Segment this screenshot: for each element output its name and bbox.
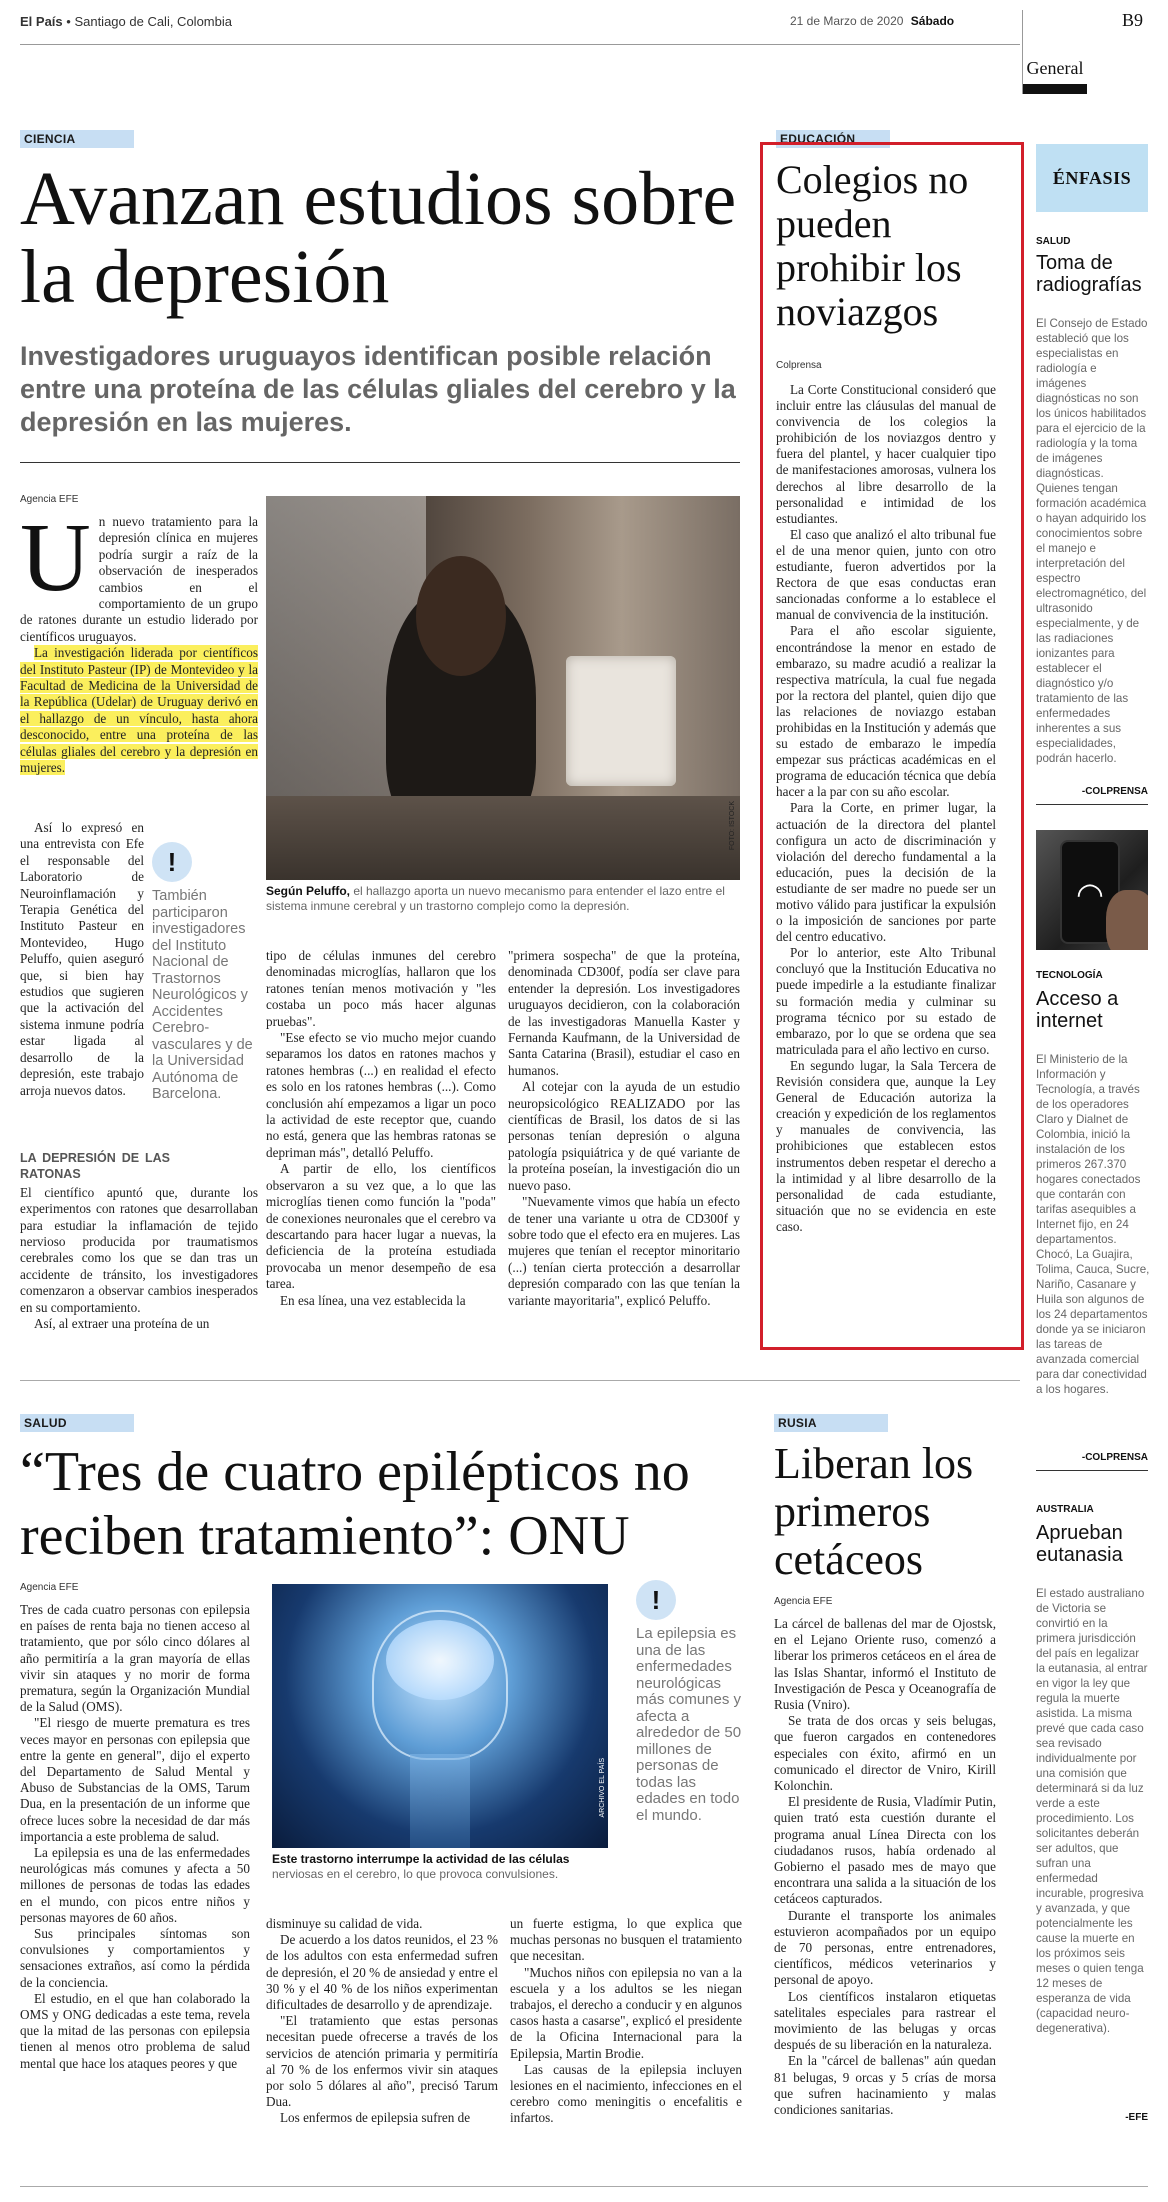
enfasis-src-2: -COLPRENSA — [1081, 1452, 1148, 1463]
enfasis-title: ÉNFASIS — [1052, 167, 1132, 188]
ciencia-c3-p2: Al cotejar con la ayuda de un estudio neuropsicológico REALIZADO por las científicas de Brasil, los datos de si las personas tenían depresión o alguna patología psiquiátrica y de qué variante de la proteína poseían, la investigación dio un nuevo paso. — [508, 1079, 740, 1193]
mid-rule — [20, 1380, 1020, 1381]
ciencia-col-1 — [20, 504, 258, 777]
salud-c2-p2: De acuerdo a los datos reunidos, el 23 % de los adultos con esta enfermedad sufren de depresión, el 20 % de ansiedad y entre el 30 % y el 40 % de los niños experimentan dificultades de desarrollo y de aprendizaje. — [266, 1932, 498, 2013]
ciencia-col-1b — [20, 820, 144, 1099]
salud-p1: Tres de cada cuatro personas con epilepsia en países de renta baja no tienen acceso al tratamiento, que por sólo cinco dólares al año permitiría a la gran mayoría de ellas vivir sin ataques y no morir de forma prematura, según la Organización Mundial de la Salud (OMS). — [20, 1602, 250, 1715]
salud-caption-bold: Este trastorno interrumpe la actividad de las células — [272, 1852, 570, 1866]
enfasis-title-2: Acceso a internet — [1036, 988, 1119, 1032]
woman-hair — [416, 556, 506, 676]
enfasis-body-1: El Consejo de Estado estableció que los especialistas en radiología e imágenes diagnósticas no son los únicos habilitados para el ejercicio de la radiología y la toma de imágenes diagnósticas. Quienes tengan formación académica o hayan adquirido los conocimientos sobre el manejo e interpretación del espectro electromagnético, del ultrasonido especialmente, y de las radiaciones ionizantes para establecer el diagnóstico y/o tratamiento de las enfermedades inherentes a sus especialidades, podrán hacerlo. — [1036, 317, 1148, 765]
enfasis-title-1: Toma de radiografías — [1036, 252, 1142, 296]
rusia-byline: Agencia EFE — [774, 1596, 833, 1607]
salud-tag: SALUD — [20, 1414, 134, 1432]
enfasis-rule-1 — [1036, 804, 1148, 805]
educacion-p6: En segundo lugar, la Sala Tercera de Revisión considera que, aunque la Ley General de Educación autoriza la creación y expedición de los reglamentos y manuales de convivencia, las prohibiciones que establecen estos instrumentos deben respetar el derecho a la intimidad y al libre desarrollo de la personalidad de cada estudiante, situación que no se evidencia en este caso. — [776, 1057, 996, 1234]
ciencia-caption-bold: Según Peluffo, — [266, 884, 350, 898]
city-name: Santiago de Cali, Colombia — [74, 14, 232, 29]
salud-p4: Sus principales síntomas son convulsiones y comportamientos y sensaciones extraños, así como la pérdida de la conciencia. — [20, 1926, 250, 1990]
salud-photo — [272, 1584, 608, 1848]
enfasis-cat-2: TECNOLOGÍA — [1036, 970, 1103, 981]
exclamation-icon: ! — [636, 1580, 676, 1620]
weekday: Sábado — [910, 14, 955, 28]
educacion-byline: Colprensa — [776, 360, 822, 371]
salud-c2-p4: Los enfermos de epilepsia sufren de — [280, 2110, 471, 2126]
rusia-p4: Durante el transporte los animales estuvieron acompañados por un equipo de 70 personas, entre entrenadores, científicos, médicos veterinarios y personal de apoyo. — [774, 1907, 996, 1988]
rusia-tag: RUSIA — [774, 1414, 888, 1432]
educacion-p1: La Corte Constitucional consideró que incluir entre las cláusulas del manual de convivencia de los colegios la prohibición de los noviazgos dentro y fuera del plantel, y hacer cualquier tipo de manifestaciones amorosas, vulnera los derechos al libre desarrollo de la personalidad e intimidad de los estudiantes. — [776, 382, 996, 526]
enfasis-rule-2 — [1036, 1470, 1148, 1471]
salud-quote — [636, 1580, 748, 1824]
enfasis-src-3: -EFE — [1125, 2112, 1148, 2123]
salud-c3-p3: Las causas de la epilepsia incluyen lesiones en el nacimiento, infecciones en el cerebro como meningitis o encefalitis e infartos. — [510, 2061, 742, 2126]
page-number: B9 — [1122, 10, 1144, 30]
salud-caption — [272, 1852, 612, 1882]
educacion-tag: EDUCACIÓN — [776, 130, 890, 148]
date-line — [790, 14, 954, 28]
ciencia-subhead: LA DEPRESIÓN DE LAS RATONAS — [20, 1151, 170, 1182]
salud-byline: Agencia EFE — [20, 1582, 79, 1593]
masthead: El País • Santiago de Cali, Colombia — [20, 14, 232, 29]
ciencia-photo — [266, 496, 740, 880]
salud-col-3 — [510, 1916, 742, 2127]
footer-rule — [20, 2186, 1148, 2187]
ciencia-p3: Así lo expresó en una entrevista con Efe el responsable del Laboratorio de Neuroinflamación y Terapia Genética del Instituto Pasteur en Montevideo, Hugo Peluffo, quien aseguró que, si bien hay estudios que sugieren que la activación del sistema inmune podría estar ligada al desarrollo de la depresión, este trabajo arroja nuevos datos. — [20, 820, 144, 1098]
ciencia-col-1c — [20, 1150, 258, 1332]
wifi-icon: ◠ — [1076, 875, 1104, 913]
ciencia-rule — [20, 462, 740, 463]
date: 21 de Marzo de 2020 — [790, 14, 904, 28]
section-bar — [1023, 84, 1087, 94]
neck-shape — [410, 1754, 470, 1848]
educacion-p2: El caso que analizó el alto tribunal fue el de una menor quien, junto con otro estudiante, fueron advertidos por la Rectora de que esas conductas eran sancionadas conforme a lo establece el manual de convivencia de la institución. — [776, 526, 996, 623]
ciencia-p1: n nuevo tratamiento para la depresión clínica en mujeres podría surgir a raíz de la observación de inesperados cambios en el comportamiento de un grupo de ratones durante un estudio liderado por científicos uruguayos. — [20, 514, 258, 644]
rusia-p6: En la "cárcel de ballenas" aún quedan 81 belugas, 9 orcas y 5 crías de morsa que sufren hacinamiento y malas condiciones sanitarias. — [774, 2053, 996, 2118]
salud-p2: "El riesgo de muerte prematura es tres veces mayor en personas con epilepsia que entre la gente en general", dijo el experto del Departamento de Salud Mental y Abuso de Substancias de la OMS, Tarum Dua, en la presentación de un informe que ofrece luces sobre la necesidad de dar más importancia a este problema de salud. — [20, 1715, 250, 1844]
rusia-headline: Liberan los primeros cetáceos — [774, 1439, 974, 1584]
ciencia-photo-credit: FOTO: ISTOCK — [729, 800, 736, 850]
ciencia-byline: Agencia EFE — [20, 494, 79, 505]
ciencia-c3-p1: "primera sospecha" de que la proteína, denominada CD300f, podía ser clave para entender la depresión. Los investigadores uruguayos decidieron, con la colaboración de las investigadoras Manuella Kaster y Fernanda Kaufmann, de la Universidad de Santa Catarina (Brasil), estudiar el caso en humanos. — [508, 948, 740, 1078]
enfasis-cat-1: SALUD — [1036, 236, 1071, 247]
ciencia-caption — [266, 884, 740, 914]
ciencia-quote-text: También participaron investigadores del Instituto Nacional de Trastornos Neurológicos y Accidentes Cerebro-vasculares y de la Universidad Autónoma de Barcelona. — [152, 888, 253, 1102]
ciencia-tag: CIENCIA — [20, 130, 134, 148]
section-box — [1022, 10, 1086, 94]
ciencia-p2 — [20, 645, 258, 776]
ciencia-p5: Así, al extraer una proteína de un — [34, 1316, 210, 1332]
paper-name: El País — [20, 14, 63, 29]
highlighted-text: La investigación liderada por científicos del Instituto Pasteur (IP) de Montevideo y la Facultad de Medicina de la Universidad de la República (Udelar) de Uruguay derivó en el hallazgo de un vínculo, hasta ahora desconocido, entre una proteína de las células gliales del cerebro y la depresión en mujeres. — [20, 645, 258, 776]
educacion-p5: Por lo anterior, este Alto Tribunal concluyó que la Institución Educativa no puede impedirle a la estudiante finalizar su formación media y culminar su programa técnico por su estado de embarazo, por lo que se ordena que sea matriculada para el año lectivo en curso. — [776, 945, 996, 1057]
rusia-p1: La cárcel de ballenas del mar de Ojostsk, en el Lejano Oriente ruso, comenzó a liberar los primeros cetáceos en el área de las Islas Shantar, informó el Instituto de Investigación de Pesca y Oceanografía de Rusia (Vniro). — [774, 1616, 996, 1713]
ciencia-p4: El científico apuntó que, durante los experimentos con ratones que desarrollaban para estudiar la inflamación de tejido nervioso producida por traumatismos cerebrales como los que se dan tras un accidente de tránsito, los investigadores comenzaron a observar cambios inesperados en su comportamiento. — [20, 1184, 258, 1315]
ottoman — [566, 656, 676, 786]
salud-c3-p2: "Muchos niños con epilepsia no van a la escuela y a los adultos se les niegan trabajos, el derecho a conducir y en algunos casos hasta a casarse", explicó el presidente de la Oficina Internacional para la Epilepsia, Martin Brodie. — [510, 1964, 742, 2061]
rusia-p3: El presidente de Rusia, Vladímir Putin, quien trató esta cuestión durante el programa anual Línea Directa con los ciudadanos rusos, había ordenado al Gobierno el pasado mes de mayo que encontrara una salida a la situación de los cetáceos capturados. — [774, 1794, 996, 1907]
enfasis-title-3: Aprueban eutanasia — [1036, 1522, 1123, 1566]
ciencia-col-2 — [266, 948, 496, 1309]
salud-col-1 — [20, 1602, 250, 2072]
ciencia-lead: Investigadores uruguayos identifican posible relación entre una proteína de las células gliales del cerebro y la depresión en las mujeres. — [20, 341, 736, 437]
educacion-headline: Colegios no pueden prohibir los noviazgos — [776, 157, 969, 334]
ciencia-quote — [152, 842, 264, 1103]
enfasis-photo-phone — [1036, 830, 1148, 950]
ciencia-c2-p1: tipo de células inmunes del cerebro denominadas microglías, hallaron que los ratones tenían menos motivación y "les costaba un poco más hacer algunas pruebas". — [266, 948, 496, 1029]
header-rule — [20, 44, 1020, 45]
salud-headline: “Tres de cuatro epilépticos no reciben tratamiento”: ONU — [20, 1441, 690, 1567]
dropcap: U — [20, 504, 91, 612]
educacion-p4: Para la Corte, en primer lugar, la actuación de la directora del plantel configura un acto de discriminación y violación del derecho fundamental a la educación, pues la decisión de la estudiante de ser madre no puede ser un motivo válido para justificar la expulsión o la imposición de sanciones por parte del centro educativo. — [776, 800, 996, 945]
salud-col-2 — [266, 1916, 498, 2127]
salud-p3: La epilepsia es una de las enfermedades neurológicas más comunes y afecta a 50 millones de personas de todas las edades en el mundo, con picos entre niños y personas mayores de 60 años. — [20, 1845, 250, 1925]
salud-c2-p1: disminuye su calidad de vida. — [266, 1916, 423, 1931]
enfasis-header — [1036, 144, 1148, 212]
floor — [266, 796, 740, 880]
enfasis-body-3: El estado australiano de Victoria se convirtió en la primera jurisdicción del país en legalizar la eutanasia, al entrar en vigor la ley que regula la muerte asistida. La misma prevé que cada caso sea revisado individualmente por una comisión que determinará si da luz verde a este procedimiento. Los solicitantes deberán ser adultos, que sufran una enfermedad incurable, progresiva y avanzada, y que potencialmente les cause la muerte en los próximos seis meses o quien tenga 12 meses de esperanza de vida (capacidad neuro-degenerativa). — [1036, 1587, 1148, 2035]
salud-photo-credit: ARCHIVO EL PAÍS — [599, 1758, 606, 1818]
ciencia-col-3 — [508, 948, 740, 1309]
brain-shape — [386, 1620, 494, 1700]
educacion-p3: Para el año escolar siguiente, encontrándose la menor en estado de embarazo, su madre acudió a realizar la respectiva matrícula, la cual fue negada por la rectora del plantel, quien dijo que las relaciones de noviazgo estaban prohibidas en la Institución y además que su estado de embarazo le impedía empezar sus prácticas académicas en el programa de educación técnica que debía hacer a la par con su año escolar. — [776, 623, 996, 800]
exclamation-icon: ! — [152, 842, 192, 882]
enfasis-body-2: El Ministerio de la Información y Tecnología, a través de los operadores Claro y Dialnet de Colombia, inició la instalación de los primeros 267.370 hogares conectados que contarán con tarifas asequibles a Internet fijo, en 24 departamentos. Chocó, La Guajira, Tolima, Cauca, Sucre, Nariño, Casanare y Huila son algunos de los 24 departamentos donde ya se iniciaron las tareas de avanzada comercial para dar conectividad a los hogares. — [1036, 1053, 1150, 1396]
salud-quote-text: La epilepsia es una de las enfermedades neurológicas más comunes y afecta a alrededor de 50 millones de personas de todas las edades en todo el mundo. — [636, 1625, 742, 1824]
salud-c2-p3: "El tratamiento que estas personas necesitan puede ofrecerse a través de los servicios de atención primaria y permitiría al 70 % de los enfermos vivir sin ataques por solo 5 dólares al año", precisó Tarum Dua. — [266, 2013, 498, 2110]
section-label: General — [1026, 58, 1084, 78]
rusia-body — [774, 1616, 996, 2118]
salud-caption-text: nerviosas en el cerebro, lo que provoca convulsiones. — [272, 1867, 559, 1881]
enfasis-cat-3: AUSTRALIA — [1036, 1504, 1094, 1515]
salud-c3-p1: un fuerte estigma, lo que explica que muchas personas no busquen el tratamiento que necesitan. — [510, 1916, 742, 1964]
ciencia-caption-text: el hallazgo aporta un nuevo mecanismo para entender el lazo entre el sistema inmune cerebral y un trastorno complejo como la depresión. — [266, 884, 725, 913]
ciencia-c2-p4: En esa línea, una vez establecida la — [280, 1292, 466, 1308]
educacion-body — [776, 382, 996, 1235]
ciencia-c2-p3: A partir de ello, los científicos observaron a su vez que, a lo que las microglías tienen como función la "poda" de conexiones neuronales que el cerebro va descartando para hacer lugar a nuevas, la deficiencia de la proteína estudiada provocaba un menor desempeño de esa tarea. — [266, 1161, 496, 1292]
rusia-p2: Se trata de dos orcas y seis belugas, que fueron cargados en contenedores especiales con éxito, afirmó en un comunicado el director de Vniro, Kirill Kolonchin. — [774, 1713, 996, 1794]
ciencia-headline: Avanzan estudios sobre la depresión — [20, 157, 737, 319]
ciencia-c2-p2: "Ese efecto se vio mucho mejor cuando separamos los datos en ratones machos y ratones hembras (...) en realidad el efecto es solo en los ratones hembras (...). Como conclusión ahí empezamos a ligar un poco la actividad de este receptor que, cuando no está, genera que las hembras ratonas se depriman más", detalló Peluffo. — [266, 1030, 496, 1160]
ciencia-c3-p3: "Nuevamente vimos que había un efecto de tener una variante u otra de CD300f y sobre todo que el efecto era en mujeres. Las mujeres que tenían el receptor minoritario (...) tenían cierta protección a desarrollar depresión comparado con las que tenían la variante mayoritaria", explicó Peluffo. — [508, 1194, 740, 1308]
enfasis-src-1: -COLPRENSA — [1081, 786, 1148, 797]
salud-p5: El estudio, en el que han colaborado la OMS y ONG dedicadas a este tema, revela que la mitad de las personas con epilepsia tienen al menos otro problema de salud mental que hace los ataques peores y que — [20, 1990, 250, 2071]
rusia-p5: Los científicos instalaron etiquetas satelitales especiales para rastrear el movimiento de las belugas y orcas después de su liberación en la naturaleza. — [774, 1988, 996, 2053]
hand-shape — [1106, 890, 1148, 950]
